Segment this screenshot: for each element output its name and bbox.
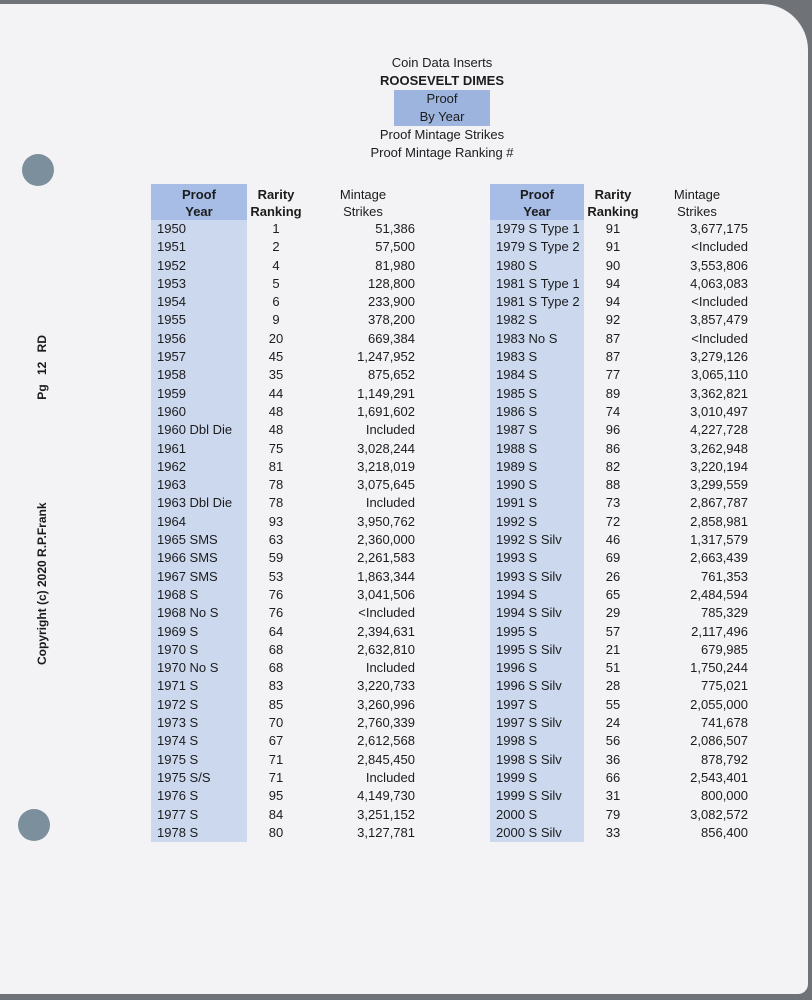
rank-cell: 92 — [605, 312, 621, 328]
mintage-cell: 233,900 — [368, 294, 415, 310]
year-cell: 1996 S — [490, 659, 584, 677]
year-cell: 2000 S Silv — [490, 824, 584, 842]
header-line-6: Proof Mintage Ranking # — [370, 145, 514, 160]
page-header — [322, 54, 562, 162]
rank-cell: 24 — [605, 715, 621, 731]
year-cell: 1954 — [151, 293, 247, 311]
mintage-cell: 2,612,568 — [357, 733, 415, 749]
rank-cell: 86 — [605, 440, 621, 456]
mintage-cell: 3,065,110 — [691, 367, 748, 383]
mintage-cell: Included — [365, 769, 415, 785]
table-row — [151, 751, 421, 769]
rank-cell: 75 — [268, 440, 284, 456]
year-cell: 1962 — [151, 458, 247, 476]
table-row — [490, 458, 752, 476]
mintage-cell: 775,021 — [701, 678, 748, 694]
year-cell: 2000 S — [490, 806, 584, 824]
mintage-cell: 669,384 — [368, 330, 415, 346]
table-row — [490, 531, 752, 549]
table-row — [490, 403, 752, 421]
rank-cell: 63 — [268, 532, 284, 548]
year-cell: 1958 — [151, 366, 247, 384]
year-cell: 1960 Dbl Die — [151, 421, 247, 439]
table-row — [490, 732, 752, 750]
rank-cell: 67 — [268, 733, 284, 749]
table-row — [151, 403, 421, 421]
rank-cell: 5 — [272, 275, 280, 291]
table-row — [490, 366, 752, 384]
year-cell: 1992 S Silv — [490, 531, 584, 549]
year-cell: 1981 S Type 1 — [490, 275, 584, 293]
mintage-cell: 856,400 — [701, 824, 748, 840]
table-row — [490, 275, 752, 293]
col-header-year: Proof Year — [490, 184, 584, 220]
mintage-cell: <Included — [691, 239, 748, 255]
rank-cell: 95 — [268, 788, 284, 804]
mintage-cell: 4,063,083 — [690, 275, 748, 291]
rank-cell: 48 — [268, 403, 284, 419]
table-row — [151, 586, 421, 604]
year-cell: 1951 — [151, 238, 247, 256]
table-row — [490, 824, 752, 842]
mintage-cell: 3,279,126 — [690, 349, 748, 365]
mintage-cell: 3,299,559 — [690, 477, 748, 493]
mintage-cell: 1,750,244 — [690, 660, 748, 676]
binder-hole-bottom — [18, 809, 50, 841]
mintage-cell: Included — [365, 495, 415, 511]
header-line-1: Coin Data Inserts — [391, 55, 493, 70]
mintage-cell: 2,117,496 — [691, 623, 748, 639]
mintage-cell: 2,543,401 — [690, 769, 748, 785]
col-header-rank: Rarity Ranking — [587, 187, 639, 219]
mintage-cell: 1,247,952 — [357, 349, 415, 365]
table-row — [151, 769, 421, 787]
mintage-cell: 3,028,244 — [357, 440, 415, 456]
table-row — [151, 806, 421, 824]
insert-card — [0, 4, 808, 994]
table-row — [490, 421, 752, 439]
year-cell: 1969 S — [151, 623, 247, 641]
year-cell: 1999 S Silv — [490, 787, 584, 805]
left-mintage-table — [151, 184, 421, 842]
rank-cell: 81 — [268, 458, 284, 474]
mintage-cell: 1,149,291 — [357, 385, 415, 401]
year-cell: 1963 Dbl Die — [151, 494, 247, 512]
mintage-cell: 2,484,594 — [690, 586, 748, 602]
table-row — [490, 586, 752, 604]
mintage-cell: 2,055,000 — [690, 696, 748, 712]
mintage-cell: 2,086,507 — [690, 733, 748, 749]
mintage-cell: 2,261,583 — [357, 550, 415, 566]
mintage-cell: 128,800 — [368, 275, 415, 291]
year-cell: 1957 — [151, 348, 247, 366]
rank-cell: 93 — [268, 513, 284, 529]
mintage-cell: Included — [365, 422, 415, 438]
mintage-cell: 81,980 — [375, 257, 415, 273]
table-row — [490, 696, 752, 714]
rank-cell: 28 — [605, 678, 621, 694]
table-header-row — [151, 184, 421, 220]
rank-cell: 91 — [605, 239, 621, 255]
year-cell: 1981 S Type 2 — [490, 293, 584, 311]
rank-cell: 73 — [605, 495, 621, 511]
rank-cell: 79 — [605, 806, 621, 822]
rank-cell: 35 — [268, 367, 284, 383]
year-cell: 1996 S Silv — [490, 677, 584, 695]
rank-cell: 48 — [268, 422, 284, 438]
table-row — [151, 293, 421, 311]
rank-cell: 46 — [605, 532, 621, 548]
mintage-cell: 4,227,728 — [690, 422, 748, 438]
table-row — [151, 476, 421, 494]
mintage-cell: 2,845,450 — [357, 751, 415, 767]
year-cell: 1994 S — [490, 586, 584, 604]
mintage-cell: 3,075,645 — [357, 477, 415, 493]
rank-cell: 78 — [268, 495, 284, 511]
left-table-body — [151, 220, 421, 842]
mintage-cell: 3,082,572 — [690, 806, 748, 822]
mintage-cell: 800,000 — [701, 788, 748, 804]
year-cell: 1972 S — [151, 696, 247, 714]
copyright-text: Copyright (c) 2020 R.P.Frank — [35, 502, 49, 665]
page-number: Pg 12 RD — [35, 335, 49, 400]
table-row — [151, 696, 421, 714]
rank-cell: 2 — [272, 239, 280, 255]
table-row — [151, 824, 421, 842]
col-header-mintage: Mintage Strikes — [339, 187, 387, 219]
rank-cell: 44 — [268, 385, 284, 401]
year-cell: 1979 S Type 1 — [490, 220, 584, 238]
table-row — [490, 348, 752, 366]
rank-cell: 85 — [268, 696, 284, 712]
year-cell: 1966 SMS — [151, 549, 247, 567]
rank-cell: 71 — [268, 769, 284, 785]
table-row — [151, 385, 421, 403]
year-cell: 1960 — [151, 403, 247, 421]
table-row — [490, 623, 752, 641]
year-cell: 1988 S — [490, 440, 584, 458]
header-by-year: By Year — [394, 108, 490, 126]
rank-cell: 29 — [605, 605, 621, 621]
mintage-cell: 2,663,439 — [690, 550, 748, 566]
rank-cell: 74 — [605, 403, 621, 419]
rank-cell: 88 — [605, 477, 621, 493]
mintage-cell: 3,010,497 — [690, 403, 748, 419]
col-header-mintage: Mintage Strikes — [673, 187, 721, 219]
rank-cell: 70 — [268, 715, 284, 731]
year-cell: 1961 — [151, 440, 247, 458]
table-row — [490, 220, 752, 238]
table-row — [490, 257, 752, 275]
year-cell: 1984 S — [490, 366, 584, 384]
rank-cell: 87 — [605, 349, 621, 365]
mintage-cell: 3,260,996 — [357, 696, 415, 712]
header-line-5: Proof Mintage Strikes — [379, 127, 505, 142]
mintage-cell: 761,353 — [701, 568, 748, 584]
mintage-cell: 1,691,602 — [357, 403, 415, 419]
table-row — [490, 677, 752, 695]
mintage-cell: 1,863,344 — [357, 568, 415, 584]
table-row — [490, 311, 752, 329]
year-cell: 1964 — [151, 513, 247, 531]
mintage-cell: 2,394,631 — [357, 623, 415, 639]
year-cell: 1987 S — [490, 421, 584, 439]
table-header-row — [490, 184, 752, 220]
table-row — [151, 311, 421, 329]
year-cell: 1950 — [151, 220, 247, 238]
table-row — [151, 641, 421, 659]
year-cell: 1967 SMS — [151, 568, 247, 586]
rank-cell: 78 — [268, 477, 284, 493]
table-row — [490, 714, 752, 732]
mintage-cell: 2,360,000 — [357, 532, 415, 548]
table-row — [490, 769, 752, 787]
year-cell: 1974 S — [151, 732, 247, 750]
year-cell: 1995 S Silv — [490, 641, 584, 659]
table-row — [151, 421, 421, 439]
table-row — [151, 787, 421, 805]
page-title: ROOSEVELT DIMES — [380, 73, 504, 88]
mintage-cell: 3,553,806 — [690, 257, 748, 273]
table-row — [151, 220, 421, 238]
year-cell: 1994 S Silv — [490, 604, 584, 622]
rank-cell: 57 — [605, 623, 621, 639]
col-header-rank: Rarity Ranking — [250, 187, 302, 219]
table-row — [490, 659, 752, 677]
rank-cell: 82 — [605, 458, 621, 474]
rank-cell: 56 — [605, 733, 621, 749]
year-cell: 1976 S — [151, 787, 247, 805]
table-row — [151, 366, 421, 384]
mintage-cell: Included — [365, 660, 415, 676]
rank-cell: 55 — [605, 696, 621, 712]
year-cell: 1953 — [151, 275, 247, 293]
table-row — [490, 238, 752, 256]
mintage-cell: 875,652 — [368, 367, 415, 383]
year-cell: 1973 S — [151, 714, 247, 732]
col-header-year: Proof Year — [151, 184, 247, 220]
rank-cell: 96 — [605, 422, 621, 438]
year-cell: 1968 S — [151, 586, 247, 604]
year-cell: 1955 — [151, 311, 247, 329]
rank-cell: 4 — [272, 257, 280, 273]
year-cell: 1983 No S — [490, 330, 584, 348]
rank-cell: 90 — [605, 257, 621, 273]
rank-cell: 59 — [268, 550, 284, 566]
right-mintage-table — [490, 184, 752, 842]
rank-cell: 94 — [605, 275, 621, 291]
rank-cell: 65 — [605, 586, 621, 602]
binder-hole-top — [22, 154, 54, 186]
table-row — [490, 513, 752, 531]
year-cell: 1952 — [151, 257, 247, 275]
rank-cell: 1 — [272, 221, 280, 236]
table-row — [490, 806, 752, 824]
year-cell: 1995 S — [490, 623, 584, 641]
table-row — [151, 568, 421, 586]
year-cell: 1970 S — [151, 641, 247, 659]
year-cell: 1975 S — [151, 751, 247, 769]
table-row — [490, 385, 752, 403]
rank-cell: 45 — [268, 349, 284, 365]
year-cell: 1970 No S — [151, 659, 247, 677]
mintage-cell: 3,220,733 — [357, 678, 415, 694]
rank-cell: 6 — [272, 294, 280, 310]
rank-cell: 36 — [605, 751, 621, 767]
mintage-cell: 3,262,948 — [690, 440, 748, 456]
table-row — [151, 458, 421, 476]
year-cell: 1983 S — [490, 348, 584, 366]
mintage-cell: 2,760,339 — [357, 715, 415, 731]
mintage-cell: 878,792 — [701, 751, 748, 767]
year-cell: 1997 S Silv — [490, 714, 584, 732]
year-cell: 1975 S/S — [151, 769, 247, 787]
year-cell: 1997 S — [490, 696, 584, 714]
side-margin-text — [35, 335, 55, 665]
year-cell: 1956 — [151, 330, 247, 348]
mintage-cell: 2,858,981 — [690, 513, 748, 529]
year-cell: 1971 S — [151, 677, 247, 695]
table-row — [151, 659, 421, 677]
year-cell: 1978 S — [151, 824, 247, 842]
table-row — [490, 568, 752, 586]
year-cell: 1965 SMS — [151, 531, 247, 549]
mintage-cell: 679,985 — [701, 641, 748, 657]
mintage-cell: 3,041,506 — [357, 586, 415, 602]
mintage-cell: 2,632,810 — [357, 641, 415, 657]
mintage-cell: 3,127,781 — [357, 824, 415, 840]
year-cell: 1998 S Silv — [490, 751, 584, 769]
mintage-cell: 1,317,579 — [690, 532, 748, 548]
mintage-cell: <Included — [691, 294, 748, 310]
year-cell: 1998 S — [490, 732, 584, 750]
table-row — [151, 440, 421, 458]
table-row — [151, 714, 421, 732]
rank-cell: 66 — [605, 769, 621, 785]
mintage-cell: 3,251,152 — [357, 806, 415, 822]
table-row — [151, 513, 421, 531]
rank-cell: 94 — [605, 294, 621, 310]
year-cell: 1990 S — [490, 476, 584, 494]
rank-cell: 89 — [605, 385, 621, 401]
rank-cell: 72 — [605, 513, 621, 529]
table-row — [151, 348, 421, 366]
year-cell: 1992 S — [490, 513, 584, 531]
year-cell: 1999 S — [490, 769, 584, 787]
rank-cell: 9 — [272, 312, 280, 328]
table-row — [490, 440, 752, 458]
table-row — [490, 751, 752, 769]
rank-cell: 53 — [268, 568, 284, 584]
year-cell: 1993 S Silv — [490, 568, 584, 586]
year-cell: 1985 S — [490, 385, 584, 403]
mintage-cell: 51,386 — [375, 221, 415, 236]
year-cell: 1989 S — [490, 458, 584, 476]
rank-cell: 87 — [605, 330, 621, 346]
table-row — [151, 549, 421, 567]
rank-cell: 80 — [268, 824, 284, 840]
year-cell: 1963 — [151, 476, 247, 494]
year-cell: 1979 S Type 2 — [490, 238, 584, 256]
table-row — [151, 494, 421, 512]
rank-cell: 83 — [268, 678, 284, 694]
year-cell: 1968 No S — [151, 604, 247, 622]
year-cell: 1991 S — [490, 494, 584, 512]
rank-cell: 77 — [605, 367, 621, 383]
mintage-cell: <Included — [358, 605, 415, 621]
header-proof: Proof — [394, 90, 490, 108]
table-row — [151, 531, 421, 549]
table-row — [151, 677, 421, 695]
table-row — [490, 476, 752, 494]
table-row — [490, 604, 752, 622]
mintage-cell: 785,329 — [701, 605, 748, 621]
mintage-cell: 3,950,762 — [357, 513, 415, 529]
mintage-cell: 378,200 — [368, 312, 415, 328]
year-cell: 1980 S — [490, 257, 584, 275]
table-row — [151, 623, 421, 641]
year-cell: 1982 S — [490, 311, 584, 329]
rank-cell: 21 — [605, 641, 621, 657]
table-row — [490, 549, 752, 567]
rank-cell: 76 — [268, 605, 284, 621]
mintage-cell: 741,678 — [701, 715, 748, 731]
right-table-body — [490, 220, 752, 842]
rank-cell: 64 — [268, 623, 284, 639]
year-cell: 1959 — [151, 385, 247, 403]
table-row — [490, 293, 752, 311]
table-row — [151, 238, 421, 256]
rank-cell: 69 — [605, 550, 621, 566]
mintage-cell: <Included — [691, 330, 748, 346]
table-row — [490, 494, 752, 512]
rank-cell: 26 — [605, 568, 621, 584]
mintage-cell: 2,867,787 — [690, 495, 748, 511]
rank-cell: 76 — [268, 586, 284, 602]
mintage-cell: 3,362,821 — [690, 385, 748, 401]
table-row — [151, 732, 421, 750]
rank-cell: 20 — [268, 330, 284, 346]
mintage-cell: 3,857,479 — [690, 312, 748, 328]
rank-cell: 91 — [605, 221, 621, 236]
table-row — [151, 257, 421, 275]
rank-cell: 51 — [605, 660, 621, 676]
table-row — [490, 330, 752, 348]
rank-cell: 33 — [605, 824, 621, 840]
year-cell: 1977 S — [151, 806, 247, 824]
rank-cell: 68 — [268, 641, 284, 657]
table-row — [151, 604, 421, 622]
table-row — [151, 330, 421, 348]
year-cell: 1986 S — [490, 403, 584, 421]
rank-cell: 31 — [605, 788, 621, 804]
table-row — [151, 275, 421, 293]
mintage-cell: 57,500 — [375, 239, 415, 255]
rank-cell: 84 — [268, 806, 284, 822]
rank-cell: 68 — [268, 660, 284, 676]
rank-cell: 71 — [268, 751, 284, 767]
year-cell: 1993 S — [490, 549, 584, 567]
table-row — [490, 787, 752, 805]
mintage-cell: 3,218,019 — [357, 458, 415, 474]
mintage-cell: 3,677,175 — [690, 221, 748, 236]
table-row — [490, 641, 752, 659]
mintage-cell: 4,149,730 — [357, 788, 415, 804]
mintage-cell: 3,220,194 — [690, 458, 748, 474]
